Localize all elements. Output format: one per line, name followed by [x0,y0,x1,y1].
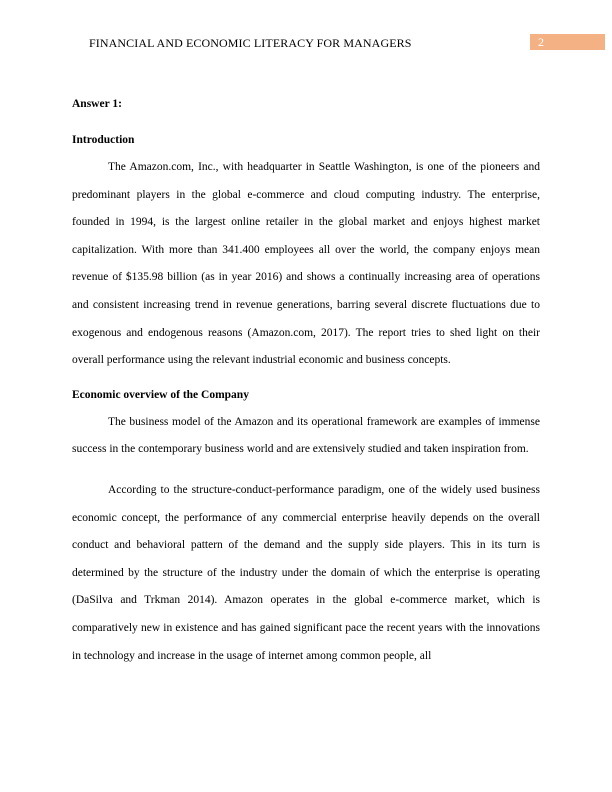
introduction-paragraph: The Amazon.com, Inc., with headquarter in Seattle Washington, is one of the pioneers and predominant players in the global e-commerce and cloud computing industry. The enterprise, founded in 1994, is the largest online retailer in the global market and enjoys highest market capitalization. With more than 341.400 employees all over the world, the company enjoys mean revenue of $135.98 billion (as in year 2016) and shows a continually increasing area of operations and consistent increasing trend in revenue generations, barring several discrete fluctuations due to exogenous and endogenous reasons (Amazon.com, 2017). The report tries to shed light on their overall performance using the relevant industrial economic and business concepts. [72,161,540,367]
economic-overview-paragraph-2: According to the structure-conduct-performance paradigm, one of the widely used business economic concept, the performance of any commercial enterprise heavily depends on the overall conduct and behavioral pattern of the demand and the supply side players. This in its turn is determined by the structure of the industry under the domain of which the enterprise is operating (DaSilva and Trkman 2014). Amazon operates in the global e-commerce market, which is comparatively new in existence and has gained significant pace the recent years with the innovations in technology and increase in the usage of internet among common people, all [72,483,540,662]
economic-overview-heading: Economic overview of the Company [72,388,249,401]
document-body [72,91,540,670]
page-number-box [530,34,605,50]
page-number: 2 [538,35,544,49]
economic-overview-paragraph-1: The business model of the Amazon and its operational framework are examples of immense success in the contemporary business world and are extensively studied and taken inspiration from. [72,415,540,456]
running-head-title: FINANCIAL AND ECONOMIC LITERACY FOR MANAGERS [89,36,412,50]
introduction-heading: Introduction [72,134,135,146]
answer-heading: Answer 1: [72,98,122,110]
